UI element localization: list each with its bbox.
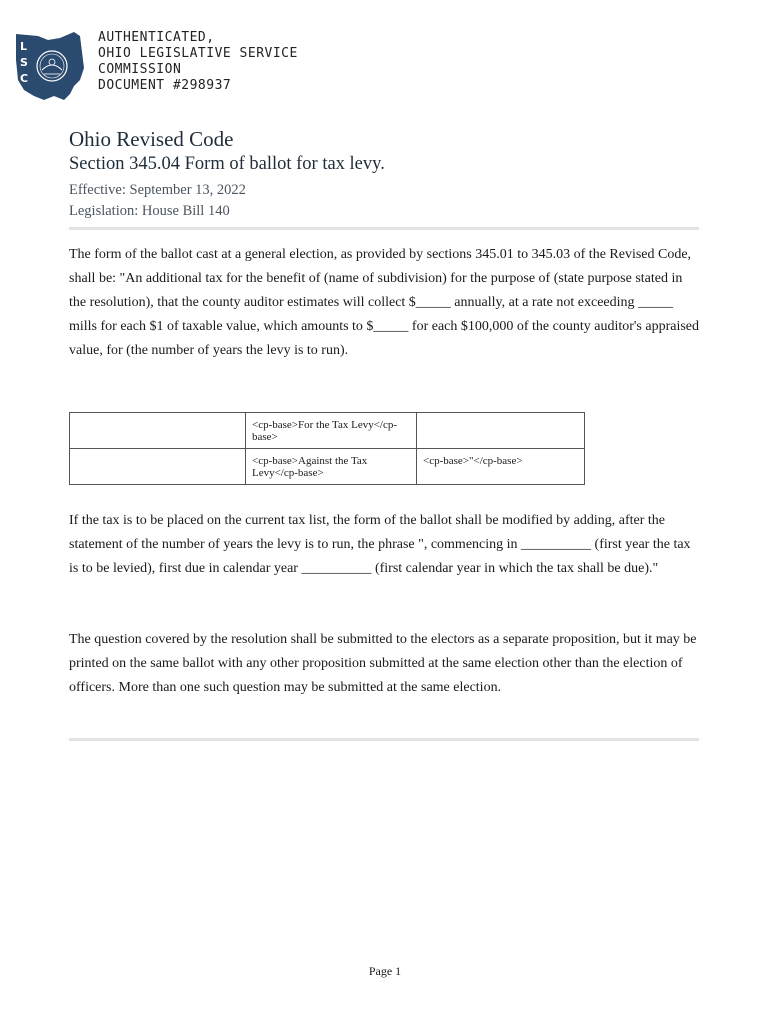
paragraph-ballot-form: The form of the ballot cast at a general election, as provided by sections 345.01 to 345.03 of the Revised Code, shall be: "An additional tax for the benefit of (name of subdivision) for the purpose of (state purpose stated in the resolution), that the county auditor estimates will collect $_____ annually, at a rate not exceeding _____ mills for each $1 of taxable value, which amounts to $_____ for each $100,000 of the county auditor's appraised value, for (the number of years the levy is to run). xyxy=(69,247,700,358)
table-cell: <cp-base>Against the Tax Levy</cp-base> xyxy=(246,449,417,485)
section-title: Section 345.04 Form of ballot for tax levy. xyxy=(69,154,385,174)
logo-letter-s: S xyxy=(20,56,28,69)
table-row xyxy=(70,413,585,449)
table-row xyxy=(70,449,585,485)
paragraph-current-tax-list: If the tax is to be placed on the current tax list, the form of the ballot shall be modified by adding, after the statement of the number of years the levy is to run, the phrase ", commencing in __________ (first year the tax is to be levied), first due in calendar year __________ (first calendar year in which the tax shall be due)." xyxy=(69,513,691,576)
code-title: Ohio Revised Code xyxy=(69,127,234,151)
auth-line: AUTHENTICATED, xyxy=(98,30,215,45)
page-number: Page 1 xyxy=(368,964,402,978)
auth-line: OHIO LEGISLATIVE SERVICE xyxy=(98,46,298,61)
auth-line: DOCUMENT #298937 xyxy=(98,78,232,93)
table-cell xyxy=(417,413,585,449)
table-cell xyxy=(70,449,246,485)
logo-letter-c: C xyxy=(20,72,29,85)
lsc-ohio-seal-logo xyxy=(14,30,88,102)
document-heading xyxy=(69,126,699,222)
table-cell: <cp-base>For the Tax Levy</cp-base> xyxy=(246,413,417,449)
bottom-divider xyxy=(69,738,699,741)
authentication-text xyxy=(98,30,298,94)
ballot-table xyxy=(69,412,585,485)
authentication-stamp xyxy=(14,30,354,102)
legislation: Legislation: House Bill 140 xyxy=(69,203,230,219)
logo-letter-l: L xyxy=(20,40,28,53)
top-divider xyxy=(69,227,699,230)
paragraph-separate-proposition: The question covered by the resolution shall be submitted to the electors as a separate proposition, but it may be printed on the same ballot with any other proposition submitted at the same election other than the election of officers. More than one such question may be submitted at the same election. xyxy=(69,632,697,695)
auth-line: COMMISSION xyxy=(98,62,182,77)
effective-date: Effective: September 13, 2022 xyxy=(69,182,246,198)
table-cell xyxy=(70,413,246,449)
table-cell: <cp-base>"</cp-base> xyxy=(417,449,585,485)
